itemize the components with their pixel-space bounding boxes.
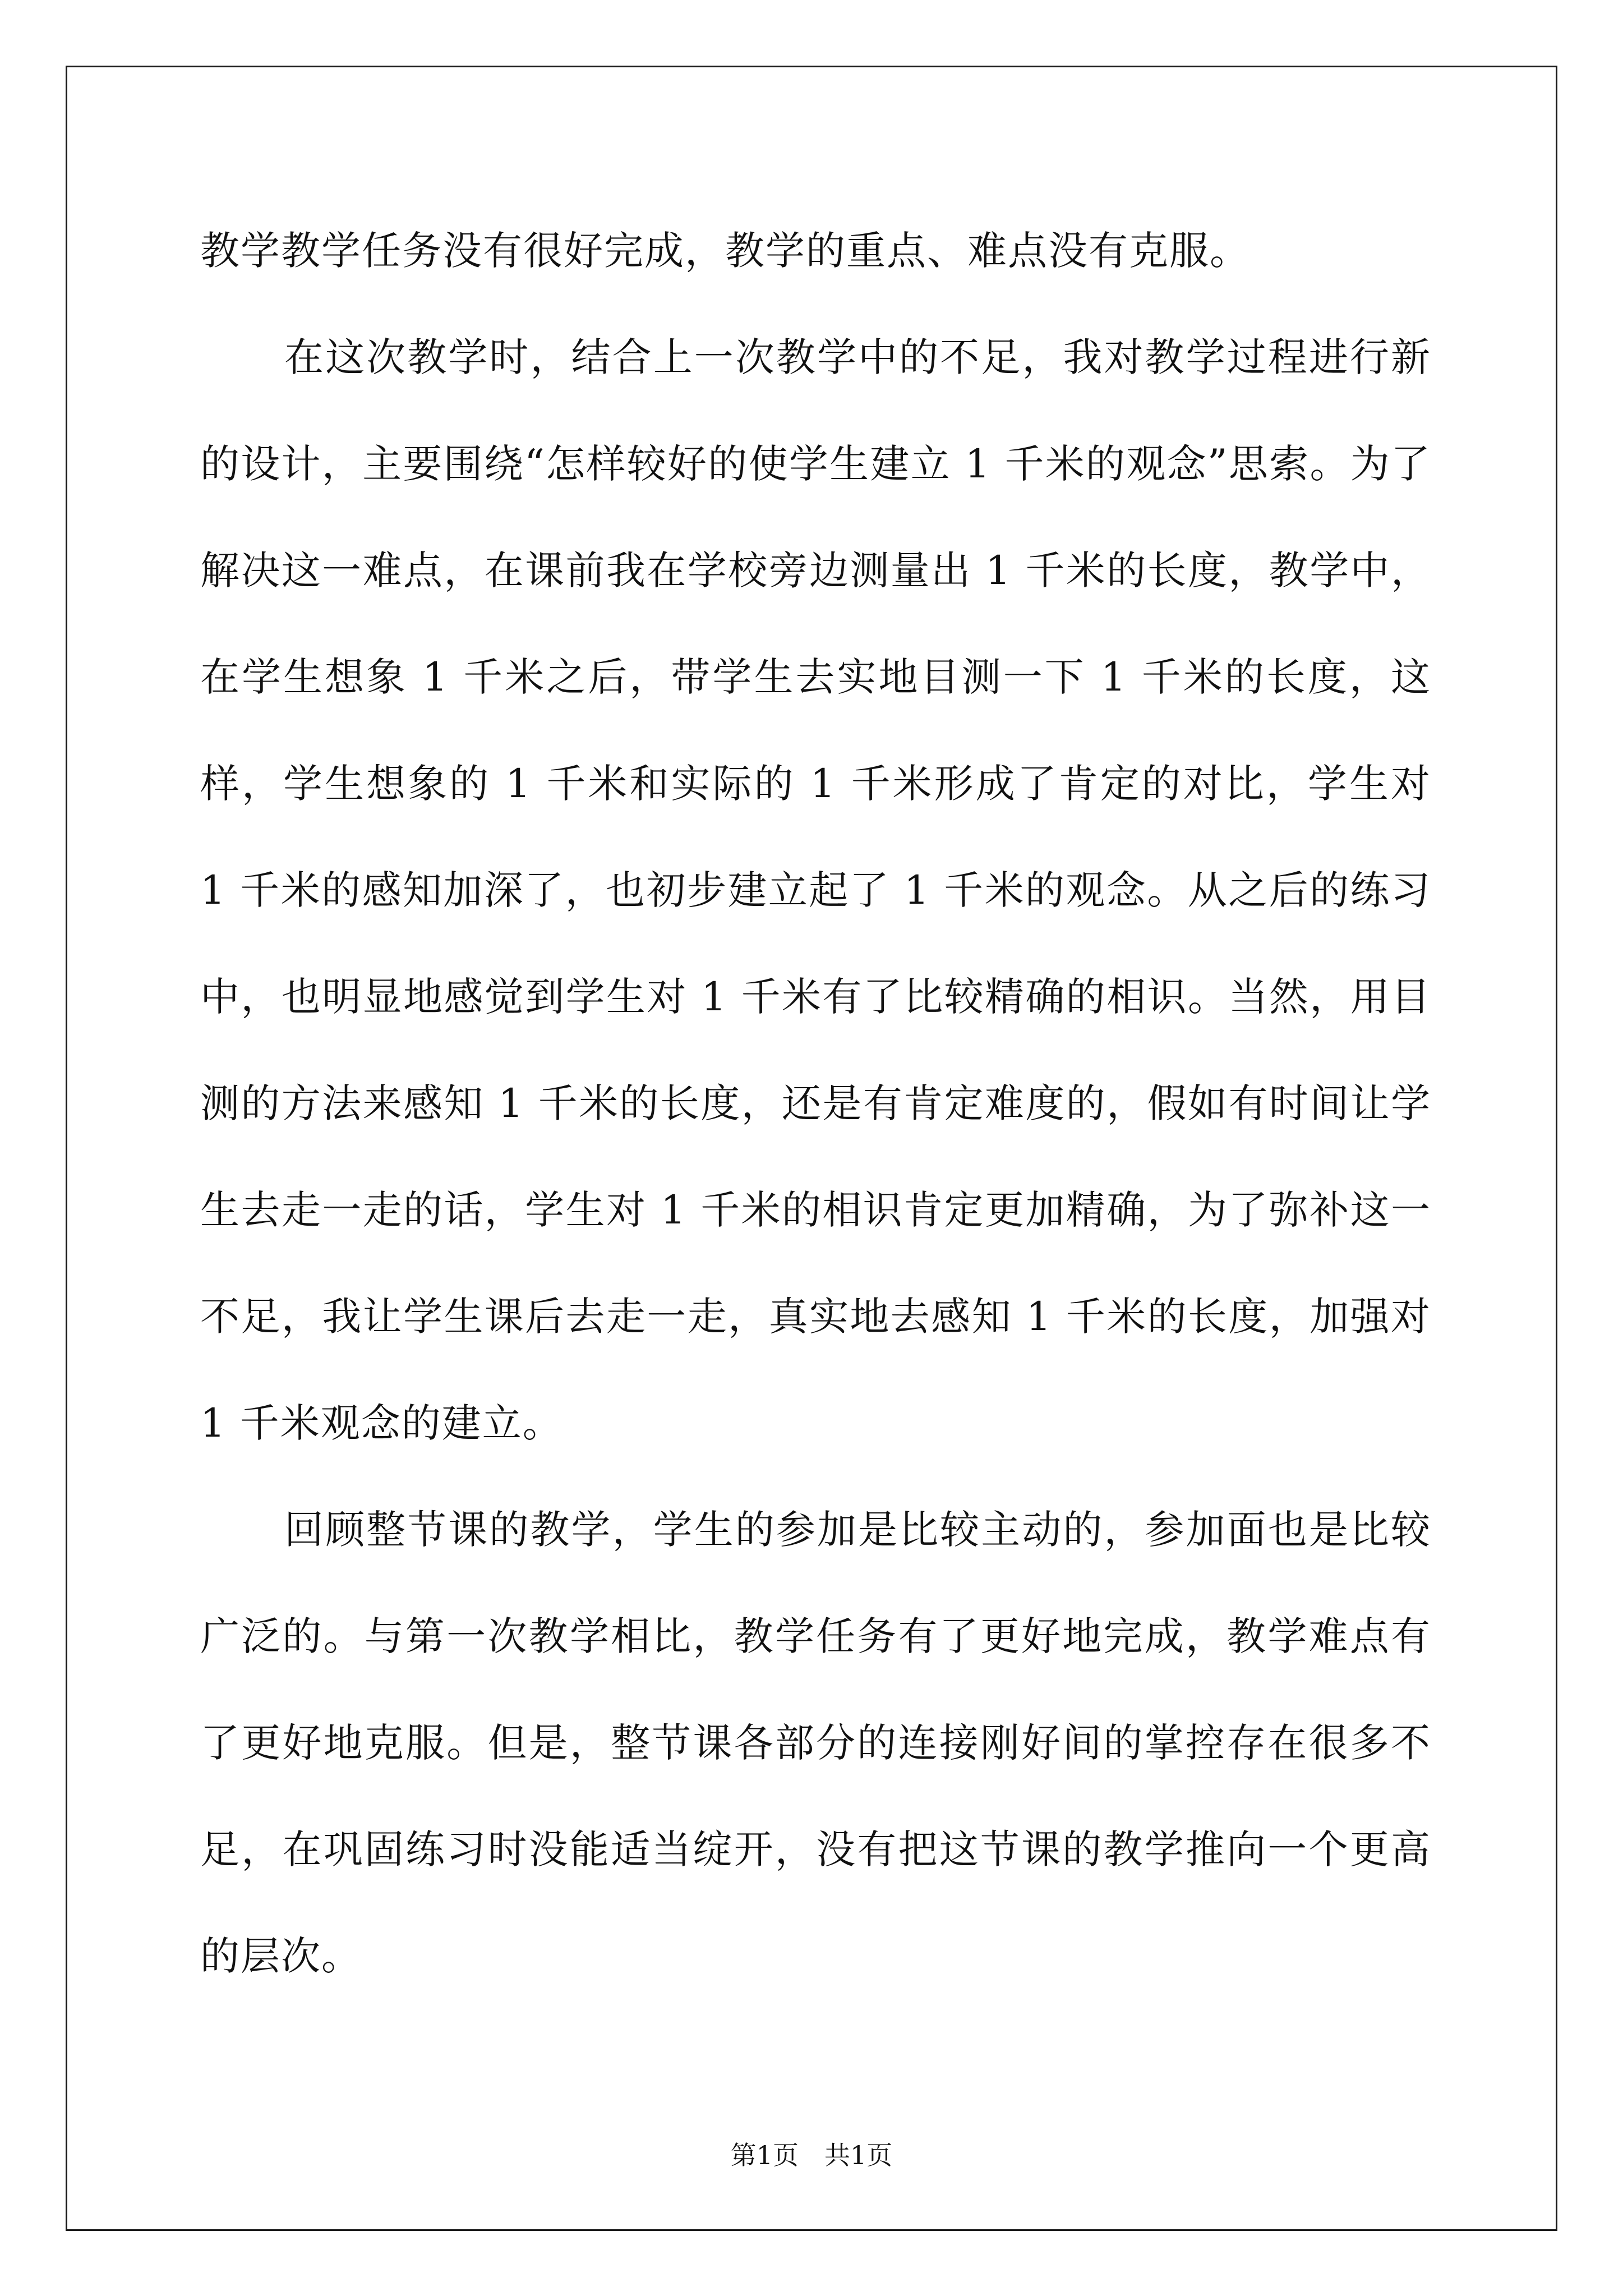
- document-body: [200, 197, 1431, 2009]
- paragraph-second-teaching: 在这次教学时，结合上一次教学中的不足，我对教学过程进行新的设计，主要围绕“怎样较好的使学生建立 1 千米的观念”思索。为了解决这一难点，在课前我在学校旁边测量出 1 千米的长度，教学中，在学生想象 1 千米之后，带学生去实地目测一下 1 千米的长度，这样，学生想象的 1 千米和实际的 1 千米形成了肯定的对比，学生对 1 千米的感知加深了，也初步建立起了 1 千米的观念。从之后的练习中，也明显地感觉到学生对 1 千米有了比较精确的相识。当然，用目测的方法来感知 1 千米的长度，还是有肯定难度的，假如有时间让学生去走一走的话，学生对 1 千米的相识肯定更加精确，为了弥补这一不足，我让学生课后去走一走，真实地去感知 1 千米的长度，加强对 1 千米观念的建立。: [200, 334, 1431, 1446]
- paragraph-continuation: 教学教学任务没有很好完成，教学的重点、难点没有克服。: [200, 228, 1250, 274]
- page-total: 共1页: [824, 2140, 893, 2170]
- page-footer: [0, 2138, 1623, 2172]
- page-number: 第1页: [730, 2140, 799, 2170]
- paragraph-review: 回顾整节课的教学，学生的参加是比较主动的，参加面也是比较广泛的。与第一次教学相比，教学任务有了更好地完成，教学难点有了更好地克服。但是，整节课各部分的连接刚好间的掌控存在很多不足，在巩固练习时没能适当绽开，没有把这节课的教学推向一个更高的层次。: [200, 1507, 1431, 1979]
